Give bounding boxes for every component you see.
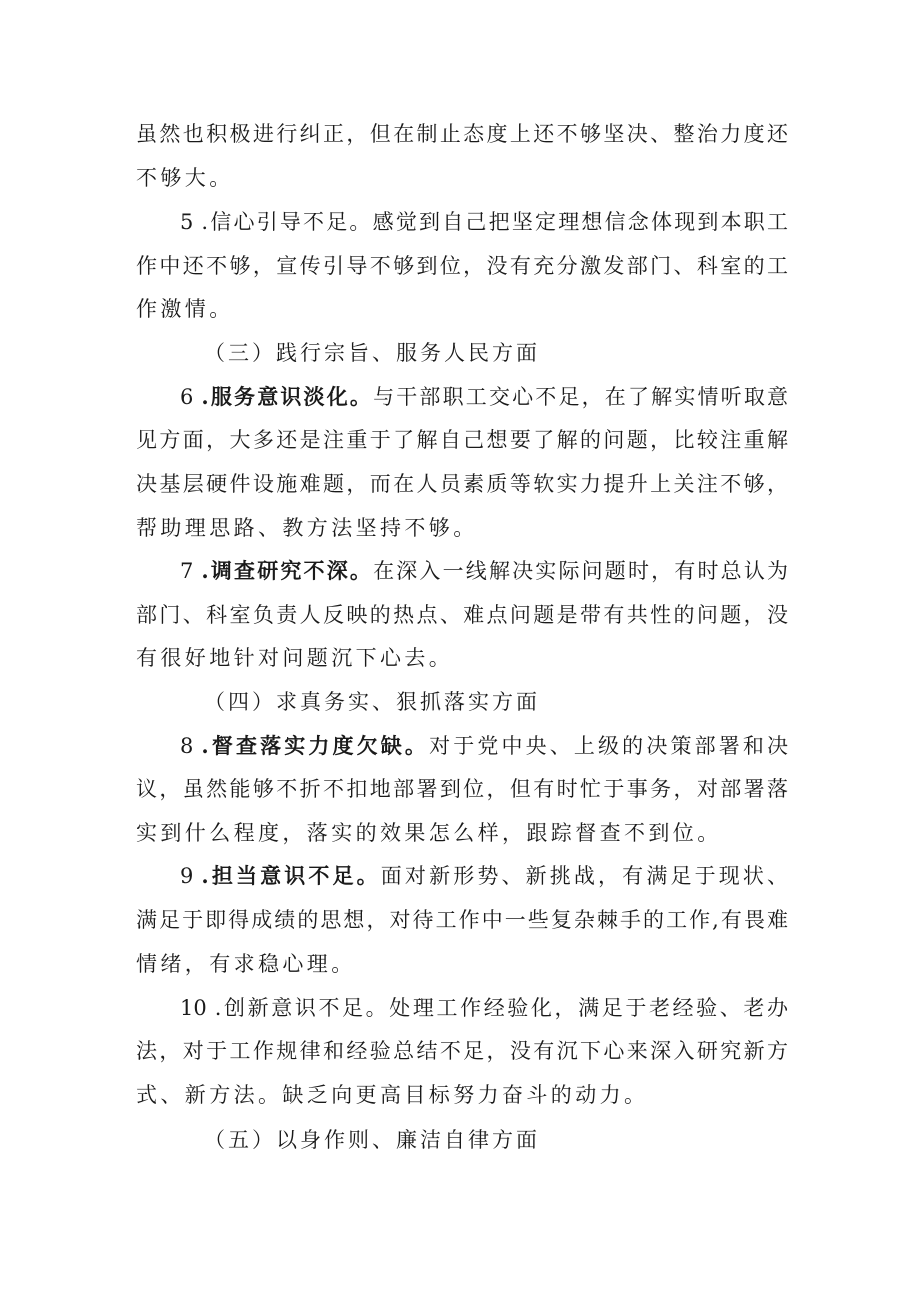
- item-number: 5: [180, 210, 194, 234]
- paragraph-line: 有很好地针对问题沉下心去。: [136, 646, 454, 670]
- paragraph-line: 不够大。: [136, 166, 234, 190]
- item-7-line-1: [180, 551, 788, 591]
- item-text: .信心引导不足。感觉到自己把坚定理想信念体现到本职工: [201, 210, 788, 234]
- item-5-line-1: [180, 202, 788, 242]
- item-text: .创新意识不足。处理工作经验化，满足于老经验、老办: [214, 996, 788, 1020]
- item-title: .担当意识不足。: [201, 863, 381, 888]
- section-heading-3: （三）践行宗旨、服务人民方面: [204, 341, 540, 365]
- paragraph-line: 满足于即得成绩的思想，对待工作中一些复杂棘手的工作,有畏难: [136, 908, 788, 932]
- paragraph-line: 作激情。: [136, 297, 234, 321]
- paragraph-line: 见方面，大多还是注重于了解自己想要了解的问题，比较注重解: [136, 428, 788, 452]
- paragraph-line: 决基层硬件设施难题，而在人员素质等软实力提升上关注不够，: [136, 472, 788, 496]
- item-title: .服务意识淡化。: [201, 384, 374, 409]
- section-heading-4: （四）求真务实、狠抓落实方面: [204, 690, 540, 714]
- paragraph-line: 议，虽然能够不折不扣地部署到位，但有时忙于事务，对部署落: [136, 777, 788, 801]
- item-number: 9: [180, 864, 194, 888]
- item-text: 对于党中央、上级的决策部署和决: [429, 734, 789, 758]
- item-text: 在深入一线解决实际问题时，有时总认为: [373, 559, 789, 583]
- item-title: .调查研究不深。: [201, 558, 374, 583]
- paragraph-line: 式、新方法。缺乏向更高目标努力奋斗的动力。: [136, 1083, 649, 1107]
- paragraph-line: 作中还不够，宣传引导不够到位，没有充分激发部门、科室的工: [136, 254, 788, 278]
- item-6-line-1: [180, 377, 788, 417]
- paragraph-line: 帮助理思路、教方法坚持不够。: [136, 516, 478, 540]
- item-number: 8: [180, 734, 194, 758]
- item-text: 面对新形势、新挑战，有满足于现状、: [380, 864, 789, 888]
- item-number: 7: [180, 559, 194, 583]
- item-number: 6: [180, 385, 194, 409]
- paragraph-line: 实到什么程度，落实的效果怎么样，跟踪督查不到位。: [136, 821, 722, 845]
- paragraph-line: 虽然也积极进行纠正，但在制止态度上还不够坚决、整治力度还: [136, 122, 788, 146]
- item-title: .督查落实力度欠缺。: [201, 733, 430, 758]
- item-10-line-1: [180, 988, 788, 1028]
- paragraph-line: 情绪，有求稳心理。: [136, 952, 356, 976]
- section-heading-5: （五）以身作则、廉洁自律方面: [204, 1128, 540, 1152]
- item-9-line-1: [180, 856, 788, 896]
- item-number: 10: [180, 996, 207, 1020]
- paragraph-line: 部门、科室负责人反映的热点、难点问题是带有共性的问题，没: [136, 603, 788, 627]
- paragraph-line: 法，对于工作规律和经验总结不足，没有沉下心来深入研究新方: [136, 1039, 788, 1063]
- item-text: 与干部职工交心不足，在了解实情听取意: [373, 385, 789, 409]
- item-8-line-1: [180, 726, 788, 766]
